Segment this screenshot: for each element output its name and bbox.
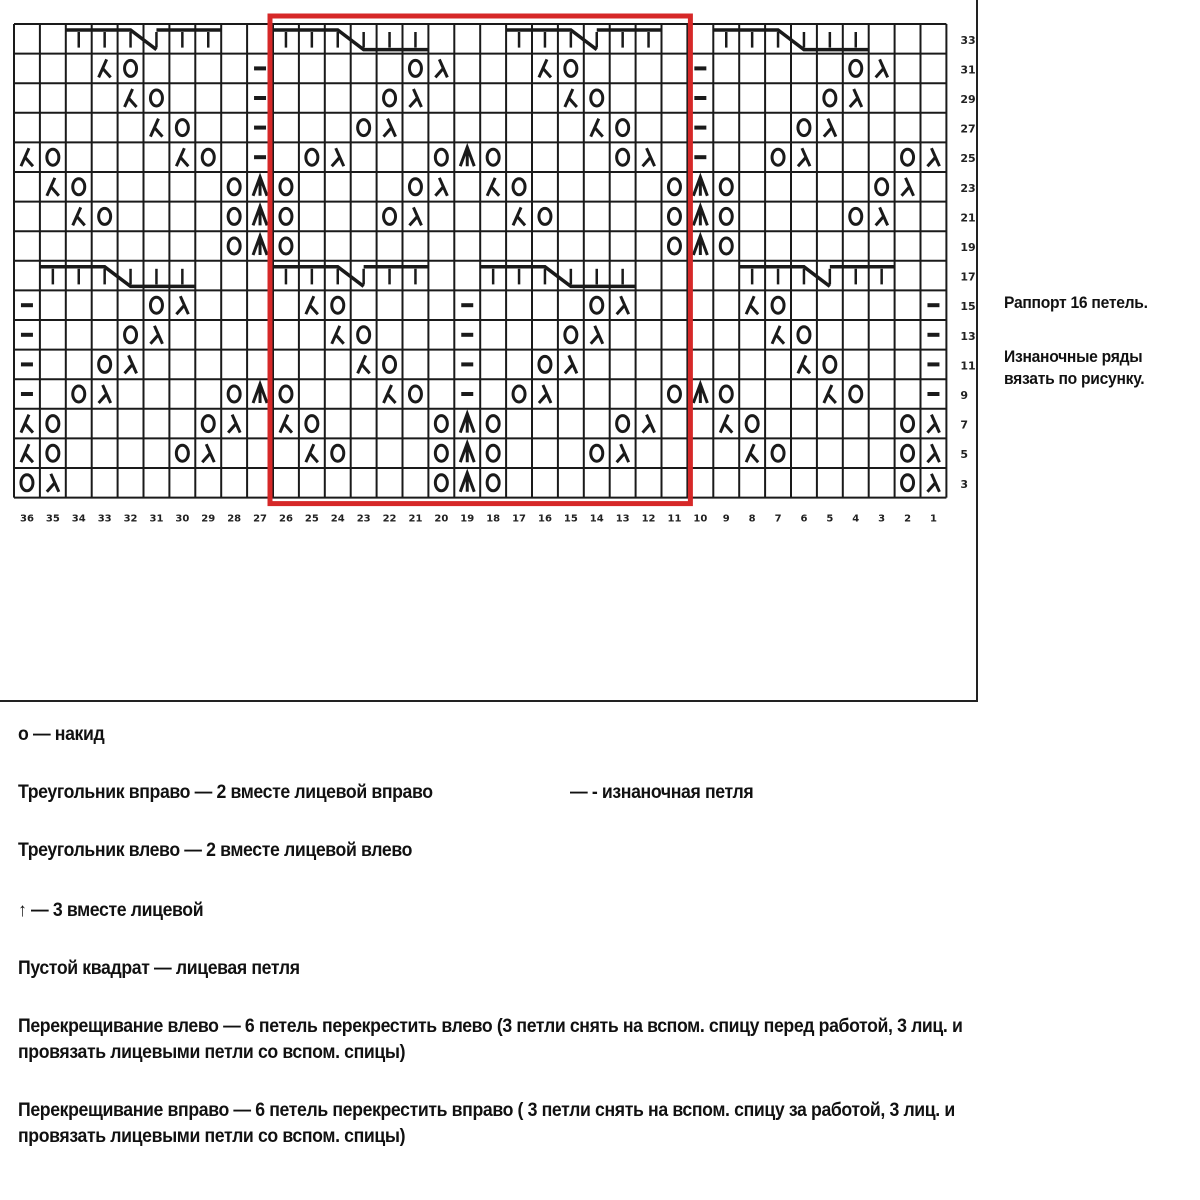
k2tog-right-symbol (47, 474, 59, 492)
yarn-over-symbol (228, 208, 240, 224)
k2tog-left-symbol (306, 296, 318, 314)
yarn-over-symbol (280, 179, 292, 195)
yarn-over-symbol (617, 149, 629, 165)
yarn-over-symbol (617, 120, 629, 136)
column-number-label: 34 (71, 513, 86, 525)
k2tog-left-symbol (565, 89, 577, 107)
yarn-over-symbol (202, 416, 214, 432)
k2tog-left-symbol (798, 355, 810, 373)
row-number-label: 11 (960, 359, 976, 373)
k2tog-right-symbol (876, 59, 888, 77)
k3tog-symbol (253, 177, 267, 196)
row-number-label: 7 (960, 418, 969, 432)
yarn-over-symbol (850, 386, 862, 402)
yarn-over-symbol (668, 208, 680, 224)
k2tog-left-symbol (358, 355, 370, 373)
k2tog-left-symbol (280, 415, 292, 433)
row-number-label: 25 (960, 152, 976, 166)
yarn-over-symbol (280, 208, 292, 224)
column-number-label: 26 (278, 513, 293, 525)
yarn-over-symbol (850, 60, 862, 76)
yarn-over-symbol (47, 416, 59, 432)
yarn-over-symbol (668, 386, 680, 402)
yarn-over-symbol (47, 149, 59, 165)
column-number-label: 29 (201, 513, 216, 525)
legend-purl: — - изнаночная петля (570, 782, 754, 803)
yarn-over-symbol (487, 416, 499, 432)
yarn-over-symbol (280, 238, 292, 254)
yarn-over-symbol (125, 327, 137, 343)
yarn-over-symbol (487, 445, 499, 461)
k2tog-left-symbol (306, 444, 318, 462)
row-number-label: 17 (960, 270, 976, 284)
yarn-over-symbol (902, 445, 914, 461)
yarn-over-symbol (824, 90, 836, 106)
k2tog-left-symbol (125, 89, 137, 107)
yarn-over-symbol (435, 445, 447, 461)
yarn-over-symbol (902, 149, 914, 165)
column-number-label: 28 (227, 513, 242, 525)
yarn-over-symbol (513, 179, 525, 195)
k2tog-right-symbol (409, 207, 421, 225)
yarn-over-symbol (150, 90, 162, 106)
yarn-over-symbol (358, 327, 370, 343)
column-number-label: 9 (722, 513, 730, 525)
legend-k2tog-right: Треугольник вправо — 2 вместе лицевой вправо (18, 782, 433, 803)
column-number-label: 16 (537, 513, 552, 525)
legend-knit: Пустой квадрат — лицевая петля (18, 958, 300, 979)
k2tog-left-symbol (21, 415, 33, 433)
column-number-label: 11 (667, 513, 682, 525)
purl-rows-note-line1: Изнаночные ряды (1004, 347, 1143, 366)
column-number-label: 30 (175, 513, 190, 525)
yarn-over-symbol (21, 475, 33, 491)
k2tog-left-symbol (332, 326, 344, 344)
k2tog-left-symbol (487, 178, 499, 196)
yarn-over-symbol (306, 416, 318, 432)
yarn-over-symbol (591, 445, 603, 461)
column-number-label: 8 (748, 513, 756, 525)
column-number-label: 20 (434, 513, 449, 525)
yarn-over-symbol (824, 356, 836, 372)
yarn-over-symbol (176, 445, 188, 461)
k3tog-symbol (460, 147, 474, 166)
k2tog-right-symbol (824, 119, 836, 137)
yarn-over-symbol (668, 238, 680, 254)
k3tog-symbol (460, 443, 474, 462)
k2tog-left-symbol (47, 178, 59, 196)
yarn-over-symbol (798, 120, 810, 136)
k2tog-right-symbol (202, 444, 214, 462)
column-number-label: 12 (641, 513, 656, 525)
k2tog-right-symbol (409, 89, 421, 107)
yarn-over-symbol (409, 60, 421, 76)
k2tog-right-symbol (876, 207, 888, 225)
column-number-label: 25 (304, 513, 319, 525)
k2tog-right-symbol (850, 89, 862, 107)
yarn-over-symbol (228, 179, 240, 195)
column-number-label: 15 (563, 513, 578, 525)
column-number-label: 33 (97, 513, 112, 525)
row-number-label: 23 (960, 181, 976, 195)
k2tog-right-symbol (150, 326, 162, 344)
column-number-label: 2 (904, 513, 912, 525)
yarn-over-symbol (332, 297, 344, 313)
yarn-over-symbol (539, 356, 551, 372)
k2tog-right-symbol (228, 415, 240, 433)
yarn-over-symbol (47, 445, 59, 461)
k2tog-left-symbol (176, 148, 188, 166)
k2tog-right-symbol (902, 178, 914, 196)
k2tog-left-symbol (591, 119, 603, 137)
yarn-over-symbol (876, 179, 888, 195)
k2tog-right-symbol (591, 326, 603, 344)
yarn-over-symbol (384, 356, 396, 372)
k2tog-left-symbol (21, 444, 33, 462)
k2tog-right-symbol (332, 148, 344, 166)
k2tog-left-symbol (746, 296, 758, 314)
column-number-label: 17 (512, 513, 527, 525)
column-number-label: 5 (826, 513, 834, 525)
row-number-label: 21 (960, 211, 976, 225)
column-number-label: 27 (253, 513, 268, 525)
k2tog-left-symbol (824, 385, 836, 403)
k2tog-right-symbol (617, 444, 629, 462)
yarn-over-symbol (99, 208, 111, 224)
yarn-over-symbol (435, 149, 447, 165)
column-number-label: 36 (19, 513, 34, 525)
column-number-label: 13 (615, 513, 630, 525)
rapport-note: Раппорт 16 петель. (1004, 293, 1148, 312)
k2tog-left-symbol (73, 207, 85, 225)
k3tog-symbol (693, 236, 707, 255)
legend-k3tog: ↑ — 3 вместе лицевой (18, 900, 204, 921)
column-number-label: 1 (929, 513, 937, 525)
column-number-label: 21 (408, 513, 423, 525)
yarn-over-symbol (772, 445, 784, 461)
legend-cross-left-line2: провязать лицевыми петли со вспом. спицы) (18, 1042, 406, 1063)
legend-cross-left-line1: Перекрещивание влево — 6 петель перекрестить влево (3 петли снять на вспом. спицу перед работой, 3 лиц. и (18, 1016, 963, 1037)
k3tog-symbol (693, 384, 707, 403)
yarn-over-symbol (746, 416, 758, 432)
k3tog-symbol (460, 414, 474, 433)
yarn-over-symbol (487, 475, 499, 491)
row-number-label: 19 (960, 241, 976, 254)
yarn-over-symbol (513, 386, 525, 402)
yarn-over-symbol (228, 238, 240, 254)
yarn-over-symbol (384, 208, 396, 224)
row-number-label: 3 (960, 477, 969, 491)
k2tog-right-symbol (643, 415, 655, 433)
yarn-over-symbol (720, 386, 732, 402)
column-number-label: 14 (589, 513, 604, 525)
column-number-label: 19 (460, 513, 475, 525)
yarn-over-symbol (772, 149, 784, 165)
column-number-label: 3 (878, 513, 886, 525)
yarn-over-symbol (565, 60, 577, 76)
k2tog-right-symbol (643, 148, 655, 166)
k2tog-left-symbol (384, 385, 396, 403)
yarn-over-symbol (565, 327, 577, 343)
row-number-label: 13 (960, 329, 976, 343)
k2tog-right-symbol (384, 119, 396, 137)
k2tog-left-symbol (150, 119, 162, 137)
k2tog-right-symbol (927, 148, 939, 166)
yarn-over-symbol (280, 386, 292, 402)
column-number-label: 10 (693, 513, 708, 525)
yarn-over-symbol (228, 386, 240, 402)
column-number-label: 23 (356, 513, 371, 525)
legend-yo: о — накид (18, 724, 105, 745)
k2tog-right-symbol (539, 385, 551, 403)
row-number-label: 31 (960, 63, 976, 77)
yarn-over-symbol (487, 149, 499, 165)
column-number-label: 7 (774, 513, 782, 525)
column-number-label: 18 (486, 513, 501, 525)
k2tog-right-symbol (927, 415, 939, 433)
column-number-label: 24 (330, 513, 345, 525)
yarn-over-symbol (384, 90, 396, 106)
k2tog-right-symbol (176, 296, 188, 314)
yarn-over-symbol (150, 297, 162, 313)
k2tog-left-symbol (746, 444, 758, 462)
yarn-over-symbol (617, 416, 629, 432)
k3tog-symbol (693, 177, 707, 196)
yarn-over-symbol (902, 416, 914, 432)
yarn-over-symbol (73, 179, 85, 195)
yarn-over-symbol (591, 297, 603, 313)
yarn-over-symbol (99, 356, 111, 372)
k3tog-symbol (253, 384, 267, 403)
yarn-over-symbol (409, 386, 421, 402)
k3tog-symbol (693, 206, 707, 225)
yarn-over-symbol (435, 475, 447, 491)
k2tog-right-symbol (99, 385, 111, 403)
yarn-over-symbol (539, 208, 551, 224)
yarn-over-symbol (306, 149, 318, 165)
k2tog-left-symbol (21, 148, 33, 166)
yarn-over-symbol (202, 149, 214, 165)
yarn-over-symbol (772, 297, 784, 313)
row-number-label: 27 (960, 122, 976, 136)
column-number-label: 6 (800, 513, 808, 525)
knitting-chart (0, 0, 980, 700)
k2tog-right-symbol (927, 444, 939, 462)
row-number-label: 33 (960, 33, 976, 47)
k2tog-right-symbol (927, 474, 939, 492)
yarn-over-symbol (591, 90, 603, 106)
k3tog-symbol (253, 206, 267, 225)
k2tog-right-symbol (435, 59, 447, 77)
yarn-over-symbol (798, 327, 810, 343)
yarn-over-symbol (850, 208, 862, 224)
k3tog-symbol (253, 236, 267, 255)
row-number-label: 5 (960, 448, 969, 462)
column-number-label: 32 (123, 513, 138, 525)
legend-k2tog-left: Треугольник влево — 2 вместе лицевой влево (18, 840, 413, 861)
row-number-label: 29 (960, 93, 976, 106)
k2tog-right-symbol (565, 355, 577, 373)
yarn-over-symbol (902, 475, 914, 491)
column-number-label: 22 (382, 513, 397, 525)
k2tog-right-symbol (125, 355, 137, 373)
yarn-over-symbol (668, 179, 680, 195)
row-number-label: 9 (960, 389, 969, 402)
yarn-over-symbol (720, 179, 732, 195)
k2tog-left-symbol (720, 415, 732, 433)
yarn-over-symbol (176, 120, 188, 136)
yarn-over-symbol (720, 208, 732, 224)
yarn-over-symbol (435, 416, 447, 432)
k2tog-left-symbol (513, 207, 525, 225)
k2tog-right-symbol (617, 296, 629, 314)
yarn-over-symbol (720, 238, 732, 254)
yarn-over-symbol (125, 60, 137, 76)
legend-cross-right-line2: провязать лицевыми петли со вспом. спицы) (18, 1126, 406, 1147)
k2tog-left-symbol (772, 326, 784, 344)
yarn-over-symbol (332, 445, 344, 461)
k3tog-symbol (460, 473, 474, 492)
k2tog-right-symbol (798, 148, 810, 166)
k2tog-left-symbol (99, 59, 111, 77)
yarn-over-symbol (358, 120, 370, 136)
yarn-over-symbol (73, 386, 85, 402)
column-number-label: 31 (149, 513, 164, 525)
row-number-label: 15 (960, 300, 976, 314)
yarn-over-symbol (409, 179, 421, 195)
legend-cross-right-line1: Перекрещивание вправо — 6 петель перекрестить вправо ( 3 петли снять на вспом. спицу за работой, 3 лиц. и (18, 1100, 955, 1121)
purl-rows-note-line2: вязать по рисунку. (1004, 369, 1145, 388)
k2tog-left-symbol (539, 59, 551, 77)
column-number-label: 4 (852, 513, 860, 525)
k2tog-right-symbol (435, 178, 447, 196)
column-number-label: 35 (45, 513, 60, 525)
